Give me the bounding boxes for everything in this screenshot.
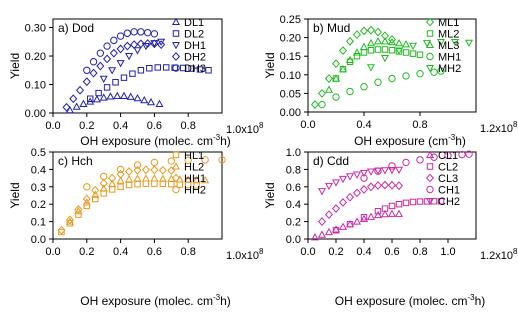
- data-point: [151, 166, 158, 173]
- data-point: [90, 69, 97, 76]
- legend-entry: DH3: [184, 63, 207, 75]
- data-point: [382, 211, 388, 217]
- data-point: [417, 157, 423, 163]
- data-point: [403, 159, 409, 165]
- y-tick-label: 0.05: [279, 88, 301, 101]
- data-point: [389, 168, 395, 174]
- legend-marker: [427, 174, 434, 181]
- panel-1: [8, 17, 264, 148]
- x-tick-label: 0.4: [112, 246, 129, 258]
- data-point: [121, 93, 127, 99]
- data-point: [73, 104, 79, 110]
- x-tick-label: 0.4: [356, 246, 372, 258]
- data-point: [389, 182, 396, 189]
- data-point: [134, 175, 140, 181]
- y-tick-label: 0.3: [30, 181, 46, 194]
- y-tick-label: 0.1: [30, 216, 46, 229]
- x-tick-label: 0.0: [300, 119, 316, 131]
- data-point: [417, 52, 422, 57]
- y-tick-label: 1.0: [285, 147, 301, 159]
- panel-label: d) Cdd: [313, 154, 350, 168]
- data-point: [354, 172, 360, 178]
- x-axis-label: OH exposure (molec. $cm^{-3}h$): [80, 293, 231, 308]
- data-point: [80, 101, 86, 107]
- x-tick-label: 0.6: [146, 246, 163, 258]
- legend-marker: [173, 42, 179, 48]
- data-point: [96, 90, 101, 95]
- data-point: [117, 166, 123, 172]
- panel-label: c) Hch: [58, 154, 93, 168]
- data-point: [104, 85, 109, 90]
- data-point: [97, 50, 103, 56]
- data-point: [164, 65, 169, 70]
- x-scale-factor: $1.2x10^8$: [480, 247, 518, 262]
- data-point: [333, 60, 340, 67]
- data-point: [417, 199, 422, 204]
- data-point: [155, 65, 160, 70]
- legend-marker: [173, 186, 179, 192]
- legend-entry: HL2: [184, 161, 205, 174]
- data-point: [382, 56, 388, 62]
- data-point: [375, 47, 380, 52]
- data-point: [368, 169, 374, 175]
- y-tick-label: 0.15: [279, 51, 301, 64]
- data-point: [138, 68, 143, 73]
- y-tick-label: 0.5: [30, 147, 46, 159]
- data-point: [319, 90, 326, 97]
- legend-entry: DL2: [184, 28, 205, 41]
- legend-marker: [427, 53, 433, 59]
- x-axis-label-exponent: -3: [212, 293, 221, 302]
- data-point: [84, 203, 89, 208]
- data-point: [354, 31, 361, 38]
- data-point: [117, 61, 123, 67]
- data-point: [131, 29, 137, 35]
- x-axis-label-exponent: -3: [448, 133, 456, 142]
- x-tick-label: 0.2: [79, 120, 95, 132]
- data-point: [368, 214, 374, 220]
- legend-entry: CL1: [438, 150, 459, 162]
- data-point: [389, 203, 394, 208]
- y-tick-label: 0.30: [24, 22, 46, 35]
- data-point: [396, 167, 402, 173]
- legend-entry: MH1: [438, 51, 462, 64]
- data-point: [326, 86, 332, 92]
- legend-entry: HH1: [184, 173, 207, 185]
- data-point: [90, 59, 96, 65]
- data-point: [109, 187, 114, 192]
- legend-entry: CH2: [438, 196, 461, 208]
- x-tick-label: 0.0: [300, 246, 316, 258]
- data-point: [333, 180, 339, 186]
- data-point: [326, 75, 333, 82]
- data-point: [70, 95, 77, 102]
- data-point: [63, 104, 70, 111]
- series-ch2: [319, 167, 402, 194]
- data-point: [151, 159, 157, 165]
- data-point: [118, 184, 123, 189]
- data-point: [141, 97, 147, 103]
- legend-entry: CH1: [438, 184, 461, 197]
- x-tick-label: 0.4: [356, 119, 372, 131]
- data-point: [354, 189, 361, 196]
- data-point: [114, 93, 120, 99]
- data-point: [333, 94, 339, 100]
- x-tick-label: 0.0: [45, 120, 61, 132]
- data-point: [410, 51, 415, 56]
- data-point: [94, 96, 100, 102]
- legend-marker: [173, 163, 179, 169]
- data-point: [97, 62, 104, 69]
- panel-4: [263, 147, 518, 308]
- data-point: [131, 41, 138, 48]
- data-point: [347, 88, 353, 94]
- data-point: [126, 53, 132, 59]
- data-point: [104, 55, 111, 62]
- series-cl2: [333, 199, 443, 233]
- data-point: [375, 28, 382, 35]
- data-point: [168, 158, 174, 164]
- data-point: [138, 29, 144, 35]
- y-tick-label: 0.4: [285, 199, 301, 212]
- data-point: [340, 47, 347, 54]
- x-tick-label: 0.2: [328, 246, 344, 258]
- legend-entry: HH2: [184, 184, 207, 197]
- data-point: [340, 199, 347, 206]
- data-point: [143, 181, 148, 186]
- data-point: [382, 47, 387, 52]
- data-point: [326, 183, 332, 189]
- y-tick-label: 0.00: [24, 108, 46, 120]
- y-axis-label: Yield: [8, 52, 22, 80]
- x-axis-label-tail: h): [220, 134, 231, 148]
- x-axis-label: OH exposure (molec. $cm^{-3}h$): [80, 133, 231, 148]
- data-point: [160, 181, 165, 186]
- data-point: [104, 43, 110, 49]
- y-axis-label: Yield: [263, 182, 277, 209]
- data-point: [128, 94, 134, 100]
- data-point: [396, 201, 401, 206]
- data-point: [84, 67, 90, 73]
- data-point: [368, 40, 374, 46]
- x-tick-label: 0.0: [45, 246, 61, 258]
- x-scale-exponent: 8: [513, 120, 518, 129]
- data-point: [340, 176, 346, 182]
- legend-entry: DH1: [184, 40, 207, 52]
- data-point: [396, 40, 402, 46]
- x-axis-label-tail: h): [455, 134, 466, 148]
- x-scale-factor: $1.0x10^8$: [226, 247, 264, 262]
- data-point: [126, 176, 132, 182]
- data-point: [466, 40, 472, 46]
- data-point: [396, 182, 403, 189]
- data-point: [340, 224, 346, 230]
- data-point: [361, 50, 366, 55]
- x-scale-exponent: 8: [259, 121, 264, 130]
- data-point: [382, 168, 388, 174]
- series-dh2: [63, 40, 164, 111]
- x-tick-label: 1.0: [440, 246, 456, 258]
- legend-entry: DL1: [184, 17, 205, 29]
- data-point: [347, 174, 353, 180]
- x-tick-label: 0.8: [180, 120, 196, 132]
- x-tick-label: 0.2: [79, 246, 95, 258]
- y-tick-label: 0.6: [285, 181, 301, 194]
- y-tick-label: 0.20: [24, 51, 46, 64]
- panel-label: a) Dod: [58, 21, 95, 35]
- panel-label: b) Mud: [313, 21, 351, 35]
- y-tick-label: 0.20: [279, 32, 301, 45]
- data-point: [410, 199, 415, 204]
- data-point: [396, 211, 402, 217]
- legend-marker: [427, 164, 432, 169]
- data-point: [333, 205, 340, 212]
- data-point: [117, 45, 124, 52]
- legend-marker: [173, 53, 180, 60]
- legend-entry: HL1: [184, 150, 205, 162]
- data-point: [124, 30, 130, 36]
- data-point: [368, 65, 374, 71]
- y-tick-label: 0.2: [285, 216, 301, 229]
- data-point: [361, 27, 368, 34]
- data-point: [382, 38, 388, 44]
- data-point: [156, 101, 162, 107]
- legend-entry: CL2: [438, 161, 459, 174]
- y-tick-label: 0.0: [30, 234, 46, 246]
- data-point: [319, 231, 325, 237]
- data-point: [117, 33, 123, 39]
- data-point: [110, 50, 117, 57]
- series-hh1: [58, 166, 175, 234]
- data-point: [389, 48, 394, 53]
- data-point: [403, 50, 408, 55]
- data-point: [84, 184, 90, 190]
- data-point: [319, 218, 326, 225]
- data-point: [143, 175, 149, 181]
- x-tick-label: 0.6: [146, 120, 163, 132]
- data-point: [361, 44, 367, 50]
- legend-marker: [173, 19, 179, 25]
- legend-marker: [427, 31, 432, 36]
- data-point: [375, 79, 381, 85]
- x-tick-label: 0.4: [112, 120, 129, 132]
- data-point: [354, 53, 359, 58]
- x-axis-label-exponent: -3: [467, 293, 475, 302]
- series-mh1: [319, 68, 444, 108]
- data-point: [83, 78, 90, 85]
- data-point: [124, 42, 131, 49]
- panel-2: [263, 14, 518, 148]
- x-scale-exponent: 8: [259, 247, 264, 256]
- x-tick-label: 0.8: [412, 119, 428, 131]
- data-point: [77, 87, 84, 94]
- x-axis-label: OH exposure $(cm^{-3}h)$: [354, 133, 466, 148]
- y-axis-label: Yield: [8, 182, 22, 209]
- data-point: [169, 181, 174, 186]
- data-point: [148, 99, 154, 105]
- data-point: [326, 211, 333, 218]
- data-point: [389, 211, 395, 217]
- data-point: [144, 29, 150, 35]
- data-point: [403, 73, 409, 79]
- data-point: [107, 93, 113, 99]
- x-tick-label: 0.8: [412, 246, 428, 258]
- y-tick-label: 0.00: [279, 107, 301, 119]
- y-tick-label: 0.25: [279, 14, 301, 26]
- data-point: [160, 176, 166, 182]
- data-point: [151, 175, 157, 181]
- x-axis-label: OH exposure (molec. $cm^{-3}h$): [334, 293, 486, 308]
- data-point: [375, 182, 382, 189]
- y-tick-label: 0.0: [285, 234, 301, 246]
- data-point: [101, 76, 107, 82]
- data-point: [312, 101, 319, 108]
- y-axis-label: Yield: [263, 52, 277, 79]
- data-point: [361, 186, 368, 193]
- data-point: [389, 163, 395, 169]
- data-point: [121, 75, 126, 80]
- data-point: [354, 218, 360, 224]
- data-point: [319, 189, 325, 195]
- data-point: [109, 68, 115, 74]
- series-dl1: [67, 93, 163, 113]
- y-tick-label: 0.10: [24, 79, 46, 92]
- data-point: [417, 70, 423, 76]
- data-point: [361, 83, 367, 89]
- data-point: [143, 166, 150, 173]
- data-point: [431, 69, 437, 75]
- data-point: [403, 41, 409, 47]
- data-point: [368, 183, 375, 190]
- data-point: [177, 176, 183, 182]
- data-point: [135, 181, 140, 186]
- data-point: [403, 200, 408, 205]
- series-ml1: [312, 26, 396, 108]
- data-point: [151, 31, 157, 37]
- legend-entry: ML3: [438, 40, 460, 52]
- legend-entry: ML1: [438, 17, 460, 29]
- x-scale-exponent: 8: [513, 247, 518, 256]
- legend-entry: DH2: [184, 51, 207, 64]
- data-point: [134, 48, 140, 54]
- x-tick-label: 0.6: [384, 246, 400, 258]
- x-tick-label: 0.8: [180, 246, 196, 258]
- data-point: [389, 75, 395, 81]
- data-point: [354, 49, 360, 55]
- data-point: [375, 38, 381, 44]
- y-tick-label: 0.4: [30, 164, 46, 177]
- data-point: [368, 26, 375, 33]
- data-point: [410, 43, 416, 49]
- data-point: [326, 229, 332, 235]
- y-tick-label: 0.8: [285, 164, 301, 177]
- data-point: [101, 173, 107, 179]
- data-point: [347, 38, 354, 45]
- y-tick-label: 0.2: [30, 199, 46, 212]
- data-point: [368, 48, 373, 53]
- legend-marker: [173, 31, 178, 36]
- data-point: [126, 182, 131, 187]
- data-point: [147, 66, 152, 71]
- data-point: [347, 194, 354, 201]
- x-axis-label-exponent: -3: [212, 133, 221, 142]
- data-point: [130, 71, 135, 76]
- data-point: [113, 80, 118, 85]
- y-tick-label: 0.10: [279, 69, 301, 82]
- legend-entry: ML2: [438, 28, 460, 41]
- data-point: [152, 181, 157, 186]
- data-point: [134, 95, 140, 101]
- legend-marker: [427, 186, 433, 192]
- x-scale-factor: $1.0x10^8$: [226, 121, 264, 136]
- legend-marker: [173, 152, 178, 157]
- legend-entry: MH2: [438, 63, 462, 75]
- data-point: [382, 181, 389, 188]
- data-point: [126, 168, 133, 175]
- data-point: [159, 167, 166, 174]
- data-point: [111, 37, 117, 43]
- data-point: [92, 187, 99, 194]
- x-axis-label-tail: h): [220, 294, 231, 308]
- data-point: [319, 101, 325, 107]
- legend-entry: CL3: [438, 173, 459, 185]
- x-scale-factor: $1.2x10^8$: [480, 120, 518, 135]
- data-point: [206, 68, 211, 73]
- x-axis-label-tail: h): [474, 294, 486, 308]
- panel-3: [8, 147, 264, 308]
- legend-marker: [427, 65, 433, 71]
